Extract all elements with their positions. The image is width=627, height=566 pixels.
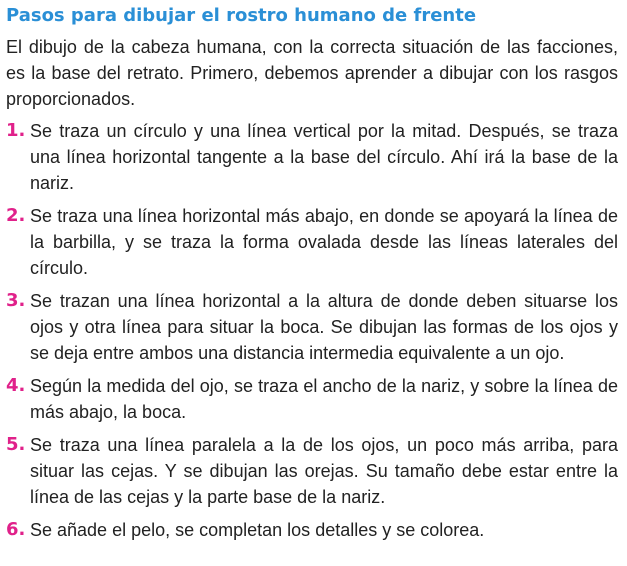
- step-text: Se traza un círculo y una línea vertical por la mitad. Después, se traza una línea horizontal tangente a la base del círculo. Ahí irá la base de la nariz.: [30, 121, 618, 193]
- step-number: 4.: [6, 375, 26, 396]
- intro-paragraph: El dibujo de la cabeza humana, con la correcta situación de las facciones, es la base del retrato. Primero, debemos aprender a dibujar con los rasgos proporcionados.: [6, 37, 618, 109]
- step-item-4: [6, 373, 618, 425]
- step-item-5: [6, 432, 618, 510]
- step-number: 1.: [6, 120, 26, 141]
- step-text: Se traza una línea paralela a la de los ojos, un poco más arriba, para situar las cejas. Y se dibujan las orejas. Su tamaño debe estar entre la línea de las cejas y la parte base de la nariz.: [30, 435, 618, 507]
- step-number: 3.: [6, 290, 26, 311]
- step-number: 2.: [6, 205, 26, 226]
- step-text: Se traza una línea horizontal más abajo, en donde se apoyará la línea de la barbilla, y se traza la forma ovalada desde las líneas laterales del círculo.: [30, 206, 618, 278]
- steps-list: [6, 118, 618, 543]
- step-item-3: [6, 288, 618, 366]
- step-text: Se añade el pelo, se completan los detalles y se colorea.: [30, 520, 485, 540]
- step-item-6: [6, 517, 618, 543]
- step-text: Se trazan una línea horizontal a la altura de donde deben situarse los ojos y otra línea para situar la boca. Se dibujan las formas de los ojos y se deja entre ambos una distancia intermedia equivalente a un ojo.: [30, 291, 618, 363]
- step-number: 6.: [6, 519, 26, 540]
- step-number: 5.: [6, 434, 26, 455]
- page-title: Pasos para dibujar el rostro humano de frente: [6, 5, 477, 26]
- step-text: Según la medida del ojo, se traza el ancho de la nariz, y sobre la línea de más abajo, la boca.: [30, 376, 618, 422]
- step-item-1: [6, 118, 618, 196]
- document-page: [6, 0, 618, 550]
- step-item-2: [6, 203, 618, 281]
